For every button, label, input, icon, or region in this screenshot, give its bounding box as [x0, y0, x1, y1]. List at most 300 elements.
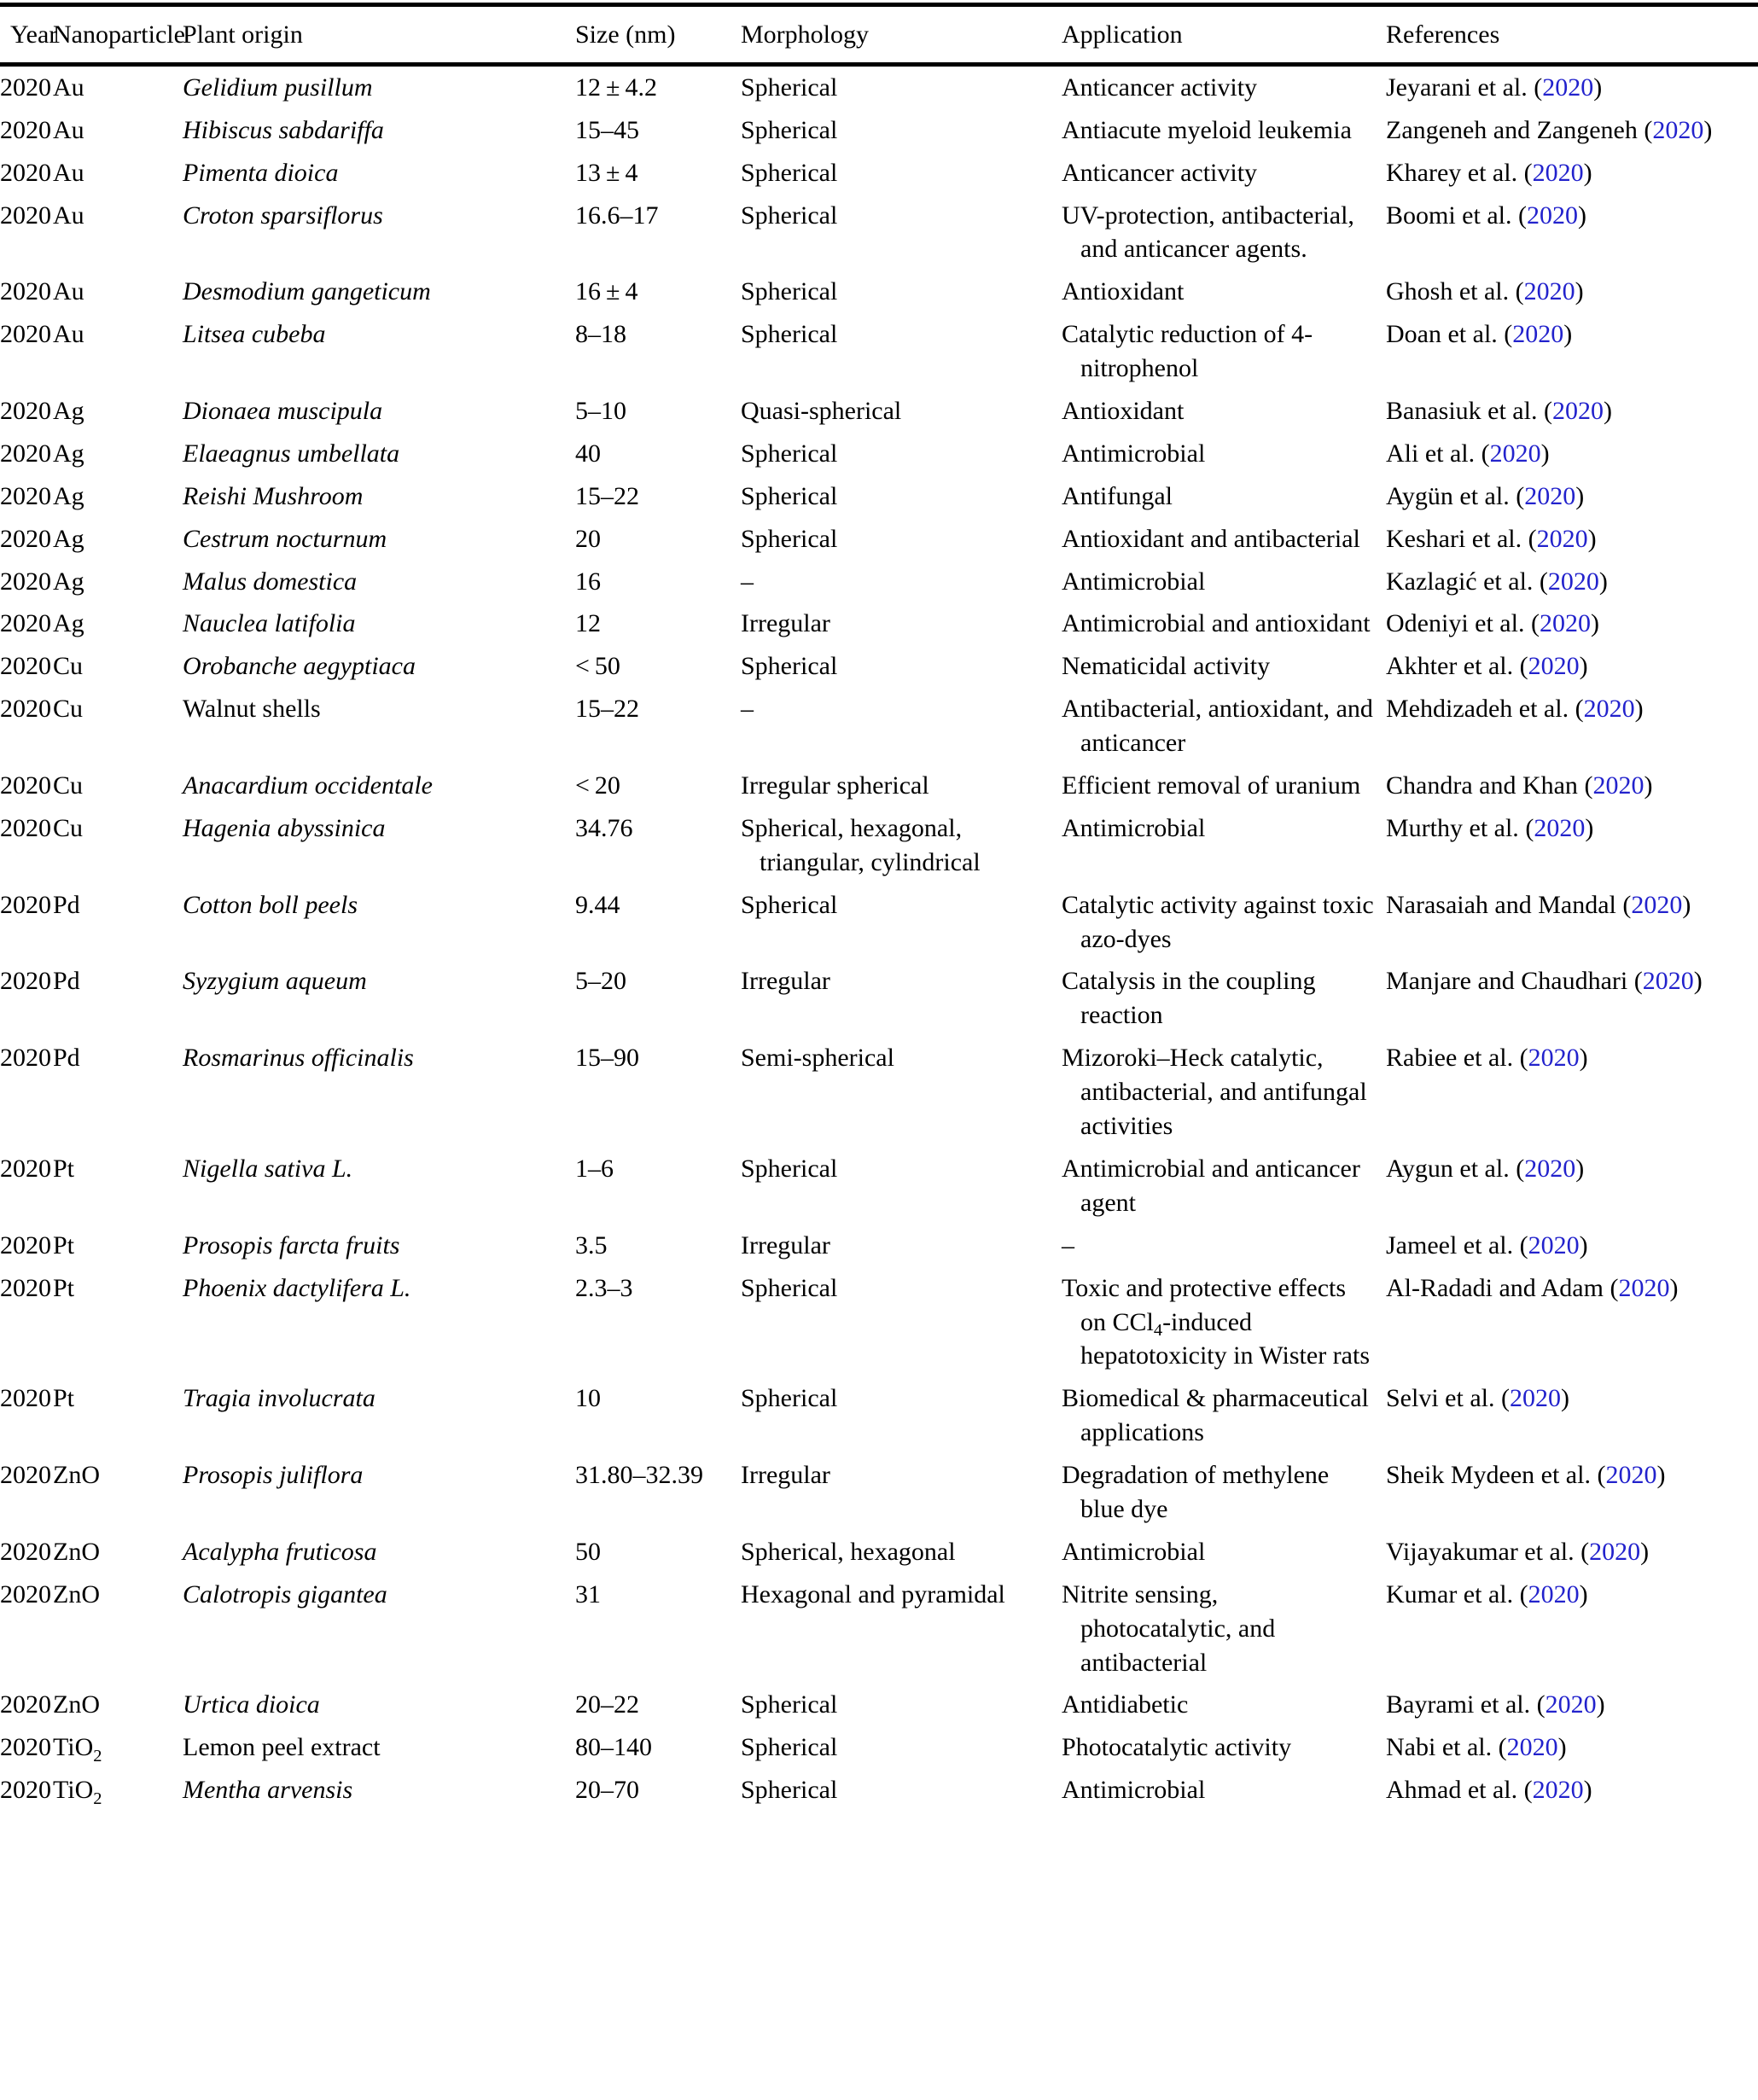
- cell-application: Antiacute myeloid leukemia: [1062, 115, 1352, 144]
- cell-year: 2020: [0, 439, 51, 468]
- cell-nanoparticle: Cu: [53, 695, 84, 724]
- cell-reference: Akhter et al. (2020): [1386, 652, 1588, 681]
- cell-application: Antioxidant: [1062, 277, 1185, 306]
- cell-nanoparticle: Pt: [53, 1154, 75, 1183]
- cell-reference: Aygün et al. (2020): [1386, 481, 1585, 510]
- cell-nanoparticle: Ag: [53, 609, 84, 638]
- cell-reference: Rabiee et al. (2020): [1386, 1044, 1588, 1073]
- cell-morphology: –: [741, 567, 754, 596]
- cell-application: Antidiabetic: [1062, 1690, 1189, 1719]
- reference-year-link[interactable]: 2020: [1524, 481, 1576, 510]
- cell-morphology: Hexagonal and pyramidal: [741, 1579, 1005, 1608]
- cell-year: 2020: [0, 320, 51, 349]
- table-row: [0, 645, 1758, 688]
- cell-morphology: –: [741, 695, 754, 724]
- cell-year: 2020: [0, 1154, 51, 1183]
- cell-reference: Mehdizadeh et al. (2020): [1386, 695, 1644, 724]
- cell-morphology: Spherical: [741, 158, 838, 187]
- reference-year-link[interactable]: 2020: [1605, 1461, 1657, 1490]
- table-row: [0, 270, 1758, 313]
- cell-plant-origin: Malus domestica: [183, 567, 358, 596]
- cell-nanoparticle: Pt: [53, 1384, 75, 1413]
- cell-size: 15–22: [575, 695, 639, 724]
- reference-author: Keshari et al.: [1386, 524, 1522, 553]
- cell-morphology: Spherical: [741, 115, 838, 144]
- reference-year-link[interactable]: 2020: [1528, 1579, 1580, 1608]
- cell-plant-origin: Urtica dioica: [183, 1690, 320, 1719]
- cell-plant-origin: Prosopis juliflora: [183, 1461, 364, 1490]
- reference-author: Sheik Mydeen et al.: [1386, 1461, 1591, 1490]
- reference-year-link[interactable]: 2020: [1542, 73, 1594, 102]
- cell-plant-origin: Dionaea muscipula: [183, 397, 383, 426]
- table-row: [0, 152, 1758, 195]
- cell-morphology: Irregular spherical: [741, 771, 929, 800]
- reference-author: Jameel et al.: [1386, 1230, 1514, 1259]
- table-row: [0, 1531, 1758, 1574]
- table-row: [0, 807, 1758, 884]
- reference-year-link[interactable]: 2020: [1534, 813, 1586, 842]
- cell-reference: Nabi et al. (2020): [1386, 1733, 1567, 1762]
- cell-nanoparticle: Cu: [53, 652, 84, 681]
- cell-nanoparticle: ZnO: [53, 1690, 100, 1719]
- reference-author: Chandra and Khan: [1386, 771, 1578, 800]
- table-row: [0, 1037, 1758, 1148]
- cell-reference: Jeyarani et al. (2020): [1386, 73, 1603, 102]
- cell-year: 2020: [0, 1273, 51, 1302]
- cell-size: 31: [575, 1579, 601, 1608]
- cell-plant-origin: Cestrum nocturnum: [183, 524, 387, 553]
- cell-nanoparticle: Au: [53, 320, 84, 349]
- reference-author: Selvi et al.: [1386, 1384, 1495, 1413]
- table-row: [0, 884, 1758, 961]
- cell-reference: Narasaiah and Mandal (2020): [1386, 890, 1691, 919]
- cell-plant-origin: Nauclea latifolia: [183, 609, 356, 638]
- reference-year-link[interactable]: 2020: [1545, 1690, 1597, 1719]
- cell-morphology: Spherical: [741, 320, 838, 349]
- table-row: [0, 1377, 1758, 1454]
- cell-year: 2020: [0, 1733, 51, 1762]
- cell-morphology: Spherical: [741, 201, 838, 230]
- cell-reference: Keshari et al. (2020): [1386, 524, 1597, 553]
- reference-year-link[interactable]: 2020: [1583, 695, 1635, 724]
- table-row: [0, 561, 1758, 603]
- cell-reference: Jameel et al. (2020): [1386, 1230, 1588, 1259]
- cell-size: 15–45: [575, 115, 639, 144]
- cell-application: Antimicrobial: [1062, 1537, 1206, 1566]
- table-row: [0, 195, 1758, 271]
- cell-size: 5–10: [575, 397, 626, 426]
- cell-plant-origin: Litsea cubeba: [183, 320, 326, 349]
- cell-reference: Kazlagić et al. (2020): [1386, 567, 1608, 596]
- cell-plant-origin: Phoenix dactylifera L.: [183, 1273, 411, 1302]
- cell-morphology: Irregular: [741, 967, 830, 996]
- column-header-plant-origin: Plant origin: [183, 20, 303, 49]
- cell-year: 2020: [0, 695, 51, 724]
- cell-nanoparticle: Au: [53, 201, 84, 230]
- reference-author: Murthy et al.: [1386, 813, 1519, 842]
- cell-year: 2020: [0, 115, 51, 144]
- cell-size: 10: [575, 1384, 601, 1413]
- column-header-nanoparticle: Nanoparticle: [53, 20, 185, 49]
- reference-year-link[interactable]: 2020: [1642, 967, 1694, 996]
- reference-year-link[interactable]: 2020: [1539, 609, 1591, 638]
- cell-size: 20–22: [575, 1690, 639, 1719]
- cell-plant-origin: Calotropis gigantea: [183, 1579, 387, 1608]
- reference-author: Odeniyi et al.: [1386, 609, 1525, 638]
- column-header-size: Size (nm): [575, 20, 676, 49]
- cell-size: 12 ± 4.2: [575, 73, 657, 102]
- reference-year-link[interactable]: 2020: [1551, 397, 1604, 426]
- cell-size: 8–18: [575, 320, 626, 349]
- cell-nanoparticle: ZnO: [53, 1461, 100, 1490]
- reference-year-link[interactable]: 2020: [1509, 1384, 1561, 1413]
- reference-author: Bayrami et al.: [1386, 1690, 1531, 1719]
- cell-size: < 50: [575, 652, 620, 681]
- cell-year: 2020: [0, 1537, 51, 1566]
- cell-reference: Selvi et al. (2020): [1386, 1384, 1569, 1413]
- cell-application: Antioxidant: [1062, 397, 1185, 426]
- cell-application: Nitrite sensing, photocatalytic, and antibacterial: [1062, 1579, 1276, 1677]
- cell-morphology: Irregular: [741, 609, 830, 638]
- cell-application: Efficient removal of uranium: [1062, 771, 1361, 800]
- cell-year: 2020: [0, 967, 51, 996]
- reference-year-link[interactable]: 2020: [1652, 115, 1704, 144]
- cell-application: Antimicrobial: [1062, 567, 1206, 596]
- cell-application: Antimicrobial: [1062, 813, 1206, 842]
- cell-year: 2020: [0, 1579, 51, 1608]
- reference-author: Aygün et al.: [1386, 481, 1510, 510]
- reference-year-link[interactable]: 2020: [1528, 1044, 1580, 1073]
- cell-size: < 20: [575, 771, 620, 800]
- reference-year-link[interactable]: 2020: [1532, 1776, 1584, 1805]
- table-row: [0, 518, 1758, 561]
- column-header-references: References: [1386, 20, 1500, 49]
- cell-size: 80–140: [575, 1733, 652, 1762]
- reference-author: Ahmad et al.: [1386, 1776, 1518, 1805]
- cell-size: 12: [575, 609, 601, 638]
- cell-nanoparticle: ZnO: [53, 1579, 100, 1608]
- cell-nanoparticle: Au: [53, 158, 84, 187]
- reference-year-link[interactable]: 2020: [1489, 439, 1541, 468]
- cell-plant-origin: Lemon peel extract: [183, 1733, 381, 1762]
- cell-nanoparticle: TiO$_2$: [53, 1733, 102, 1766]
- cell-plant-origin: Syzygium aqueum: [183, 967, 367, 996]
- cell-size: 1–6: [575, 1154, 614, 1183]
- cell-year: 2020: [0, 1690, 51, 1719]
- cell-morphology: Spherical: [741, 73, 838, 102]
- cell-year: 2020: [0, 890, 51, 919]
- table-row: [0, 1225, 1758, 1267]
- cell-morphology: Irregular: [741, 1230, 830, 1259]
- reference-author: Zangeneh and Zangeneh: [1386, 115, 1638, 144]
- reference-year-link[interactable]: 2020: [1631, 890, 1683, 919]
- cell-morphology: Quasi-spherical: [741, 397, 902, 426]
- cell-reference: Sheik Mydeen et al. (2020): [1386, 1461, 1666, 1490]
- cell-nanoparticle: Cu: [53, 813, 84, 842]
- reference-author: Akhter et al.: [1386, 652, 1514, 681]
- cell-plant-origin: Walnut shells: [183, 695, 321, 724]
- reference-author: Jeyarani et al.: [1386, 73, 1528, 102]
- reference-year-link[interactable]: 2020: [1532, 158, 1584, 187]
- cell-reference: Bayrami et al. (2020): [1386, 1690, 1605, 1719]
- cell-year: 2020: [0, 1461, 51, 1490]
- reference-year-link[interactable]: 2020: [1547, 567, 1599, 596]
- table-row: [0, 1267, 1758, 1378]
- cell-size: 50: [575, 1537, 601, 1566]
- cell-application: Anticancer activity: [1062, 158, 1258, 187]
- cell-reference: Aygun et al. (2020): [1386, 1154, 1585, 1183]
- cell-application: Degradation of methylene blue dye: [1062, 1461, 1330, 1523]
- cell-nanoparticle: Au: [53, 115, 84, 144]
- cell-nanoparticle: Ag: [53, 439, 84, 468]
- cell-application: Antimicrobial and anticancer agent: [1062, 1154, 1360, 1217]
- cell-plant-origin: Cotton boll peels: [183, 890, 358, 919]
- cell-size: 40: [575, 439, 601, 468]
- cell-application: Mizoroki–Heck catalytic, antibacterial, and antifungal activities: [1062, 1044, 1367, 1141]
- cell-year: 2020: [0, 73, 51, 102]
- cell-morphology: Spherical: [741, 1776, 838, 1805]
- table-row: [0, 960, 1758, 1037]
- cell-plant-origin: Anacardium occidentale: [183, 771, 433, 800]
- cell-plant-origin: Gelidium pusillum: [183, 73, 373, 102]
- cell-year: 2020: [0, 813, 51, 842]
- cell-reference: Zangeneh and Zangeneh (2020): [1386, 115, 1713, 144]
- column-header-year: Year: [10, 20, 58, 49]
- cell-plant-origin: Croton sparsiflorus: [183, 201, 383, 230]
- header-row: [0, 7, 1758, 64]
- cell-nanoparticle: Cu: [53, 771, 84, 800]
- cell-year: 2020: [0, 1230, 51, 1259]
- cell-size: 2.3–3: [575, 1273, 633, 1302]
- reference-year-link[interactable]: 2020: [1524, 1154, 1576, 1183]
- table-row: [0, 433, 1758, 475]
- cell-plant-origin: Reishi Mushroom: [183, 481, 364, 510]
- cell-morphology: Spherical: [741, 277, 838, 306]
- cell-year: 2020: [0, 524, 51, 553]
- cell-plant-origin: Hagenia abyssinica: [183, 813, 386, 842]
- cell-reference: Ahmad et al. (2020): [1386, 1776, 1592, 1805]
- reference-author: Ali et al.: [1386, 439, 1476, 468]
- table-row: [0, 765, 1758, 807]
- cell-year: 2020: [0, 567, 51, 596]
- cell-morphology: Spherical: [741, 1384, 838, 1413]
- cell-application: Catalysis in the coupling reaction: [1062, 967, 1316, 1030]
- cell-size: 3.5: [575, 1230, 608, 1259]
- cell-application: Antibacterial, antioxidant, and anticancer: [1062, 695, 1373, 758]
- cell-size: 20–70: [575, 1776, 639, 1805]
- reference-year-link[interactable]: 2020: [1526, 201, 1578, 230]
- cell-year: 2020: [0, 158, 51, 187]
- cell-size: 34.76: [575, 813, 633, 842]
- cell-plant-origin: Orobanche aegyptiaca: [183, 652, 416, 681]
- cell-application: Toxic and protective effects on CCl$_4$-induced hepatotoxicity in Wister rats: [1062, 1273, 1370, 1370]
- cell-plant-origin: Prosopis farcta fruits: [183, 1230, 400, 1259]
- cell-plant-origin: Desmodium gangeticum: [183, 277, 431, 306]
- table-row: [0, 1574, 1758, 1684]
- cell-nanoparticle: Ag: [53, 481, 84, 510]
- reference-year-link[interactable]: 2020: [1589, 1537, 1641, 1566]
- reference-author: Manjare and Chaudhari: [1386, 967, 1628, 996]
- cell-morphology: Semi-spherical: [741, 1044, 894, 1073]
- cell-morphology: Spherical: [741, 1154, 838, 1183]
- cell-year: 2020: [0, 397, 51, 426]
- cell-size: 16 ± 4: [575, 277, 638, 306]
- cell-reference: Kharey et al. (2020): [1386, 158, 1592, 187]
- column-header-application: Application: [1062, 20, 1183, 49]
- table-row: [0, 1769, 1758, 1812]
- reference-year-link[interactable]: 2020: [1618, 1273, 1670, 1302]
- cell-year: 2020: [0, 652, 51, 681]
- cell-application: UV-protection, antibacterial, and anticancer agents.: [1062, 201, 1354, 264]
- cell-plant-origin: Acalypha fruticosa: [183, 1537, 377, 1566]
- cell-plant-origin: Tragia involucrata: [183, 1384, 375, 1413]
- table-row: [0, 602, 1758, 645]
- cell-nanoparticle: Pd: [53, 967, 80, 996]
- table-row: [0, 475, 1758, 518]
- cell-nanoparticle: Pd: [53, 890, 80, 919]
- cell-reference: Boomi et al. (2020): [1386, 201, 1586, 230]
- table-row: [0, 1148, 1758, 1225]
- reference-author: Aygun et al.: [1386, 1154, 1510, 1183]
- table-row: [0, 1684, 1758, 1726]
- cell-morphology: Spherical: [741, 524, 838, 553]
- cell-nanoparticle: Ag: [53, 524, 84, 553]
- cell-application: Antifungal: [1062, 481, 1173, 510]
- cell-plant-origin: Pimenta dioica: [183, 158, 339, 187]
- cell-reference: Murthy et al. (2020): [1386, 813, 1594, 842]
- cell-size: 20: [575, 524, 601, 553]
- cell-nanoparticle: Pt: [53, 1230, 75, 1259]
- cell-reference: Chandra and Khan (2020): [1386, 771, 1653, 800]
- cell-plant-origin: Hibiscus sabdariffa: [183, 115, 384, 144]
- cell-reference: Ghosh et al. (2020): [1386, 277, 1584, 306]
- cell-reference: Banasiuk et al. (2020): [1386, 397, 1612, 426]
- reference-author: Kharey et al.: [1386, 158, 1518, 187]
- cell-plant-origin: Nigella sativa L.: [183, 1154, 353, 1183]
- table-row: [0, 109, 1758, 152]
- cell-morphology: Spherical: [741, 1733, 838, 1762]
- cell-year: 2020: [0, 771, 51, 800]
- cell-reference: Ali et al. (2020): [1386, 439, 1550, 468]
- cell-application: Anticancer activity: [1062, 73, 1258, 102]
- reference-year-link[interactable]: 2020: [1506, 1733, 1558, 1762]
- cell-reference: Doan et al. (2020): [1386, 320, 1573, 349]
- table-row: [0, 688, 1758, 765]
- cell-nanoparticle: Pt: [53, 1273, 75, 1302]
- cell-size: 31.80–32.39: [575, 1461, 703, 1490]
- cell-year: 2020: [0, 609, 51, 638]
- cell-nanoparticle: Au: [53, 277, 84, 306]
- cell-reference: Manjare and Chaudhari (2020): [1386, 967, 1703, 996]
- table-row: [0, 390, 1758, 433]
- reference-author: Boomi et al.: [1386, 201, 1512, 230]
- reference-year-link[interactable]: 2020: [1512, 320, 1564, 349]
- reference-year-link[interactable]: 2020: [1528, 652, 1580, 681]
- cell-nanoparticle: Ag: [53, 567, 84, 596]
- cell-morphology: Spherical: [741, 890, 838, 919]
- cell-year: 2020: [0, 1384, 51, 1413]
- reference-year-link[interactable]: 2020: [1528, 1230, 1580, 1259]
- cell-application: Catalytic reduction of 4-nitrophenol: [1062, 320, 1313, 383]
- reference-author: Banasiuk et al.: [1386, 397, 1538, 426]
- reference-author: Mehdizadeh et al.: [1386, 695, 1569, 724]
- cell-plant-origin: Mentha arvensis: [183, 1776, 353, 1805]
- cell-size: 5–20: [575, 967, 626, 996]
- column-header-morphology: Morphology: [741, 20, 869, 49]
- cell-application: Photocatalytic activity: [1062, 1733, 1292, 1762]
- cell-year: 2020: [0, 481, 51, 510]
- cell-application: Antimicrobial: [1062, 439, 1206, 468]
- cell-morphology: Irregular: [741, 1461, 830, 1490]
- cell-morphology: Spherical: [741, 1273, 838, 1302]
- cell-reference: Al-Radadi and Adam (2020): [1386, 1273, 1679, 1302]
- table-row: [0, 64, 1758, 108]
- cell-morphology: Spherical, hexagonal: [741, 1537, 956, 1566]
- cell-year: 2020: [0, 277, 51, 306]
- reference-year-link[interactable]: 2020: [1523, 277, 1575, 306]
- cell-nanoparticle: Pd: [53, 1044, 80, 1073]
- cell-morphology: Spherical, hexagonal, triangular, cylindrical: [741, 813, 981, 876]
- cell-size: 15–22: [575, 481, 639, 510]
- cell-morphology: Spherical: [741, 1690, 838, 1719]
- cell-year: 2020: [0, 1044, 51, 1073]
- reference-author: Narasaiah and Mandal: [1386, 890, 1616, 919]
- cell-application: Antimicrobial and antioxidant: [1062, 609, 1371, 638]
- cell-application: Antioxidant and antibacterial: [1062, 524, 1360, 553]
- cell-year: 2020: [0, 1776, 51, 1805]
- reference-year-link[interactable]: 2020: [1592, 771, 1644, 800]
- cell-application: Catalytic activity against toxic azo-dyes: [1062, 890, 1374, 953]
- table-header: [0, 7, 1758, 64]
- reference-author: Nabi et al.: [1386, 1733, 1493, 1762]
- cell-application: –: [1062, 1230, 1074, 1259]
- cell-application: Biomedical & pharmaceutical applications: [1062, 1384, 1369, 1447]
- cell-morphology: Spherical: [741, 652, 838, 681]
- cell-morphology: Spherical: [741, 439, 838, 468]
- cell-reference: Odeniyi et al. (2020): [1386, 609, 1599, 638]
- cell-size: 16: [575, 567, 601, 596]
- cell-morphology: Spherical: [741, 481, 838, 510]
- cell-plant-origin: Elaeagnus umbellata: [183, 439, 400, 468]
- cell-size: 9.44: [575, 890, 620, 919]
- table-row: [0, 1726, 1758, 1769]
- reference-author: Doan et al.: [1386, 320, 1498, 349]
- reference-author: Ghosh et al.: [1386, 277, 1510, 306]
- reference-author: Kazlagić et al.: [1386, 567, 1534, 596]
- cell-nanoparticle: TiO$_2$: [53, 1776, 102, 1808]
- cell-plant-origin: Rosmarinus officinalis: [183, 1044, 414, 1073]
- cell-size: 13 ± 4: [575, 158, 638, 187]
- table-row: [0, 1454, 1758, 1531]
- cell-application: Nematicidal activity: [1062, 652, 1271, 681]
- cell-reference: Vijayakumar et al. (2020): [1386, 1537, 1650, 1566]
- table-row: [0, 313, 1758, 390]
- cell-size: 16.6–17: [575, 201, 659, 230]
- reference-year-link[interactable]: 2020: [1536, 524, 1588, 553]
- cell-nanoparticle: ZnO: [53, 1537, 100, 1566]
- nanoparticle-synthesis-table: [0, 7, 1758, 1812]
- reference-author: Al-Radadi and Adam: [1386, 1273, 1604, 1302]
- reference-author: Rabiee et al.: [1386, 1044, 1514, 1073]
- cell-application: Antimicrobial: [1062, 1776, 1206, 1805]
- reference-author: Vijayakumar et al.: [1386, 1537, 1575, 1566]
- table-body: [0, 64, 1758, 1812]
- cell-size: 15–90: [575, 1044, 639, 1073]
- cell-nanoparticle: Ag: [53, 397, 84, 426]
- cell-reference: Kumar et al. (2020): [1386, 1579, 1588, 1608]
- cell-nanoparticle: Au: [53, 73, 84, 102]
- reference-author: Kumar et al.: [1386, 1579, 1514, 1608]
